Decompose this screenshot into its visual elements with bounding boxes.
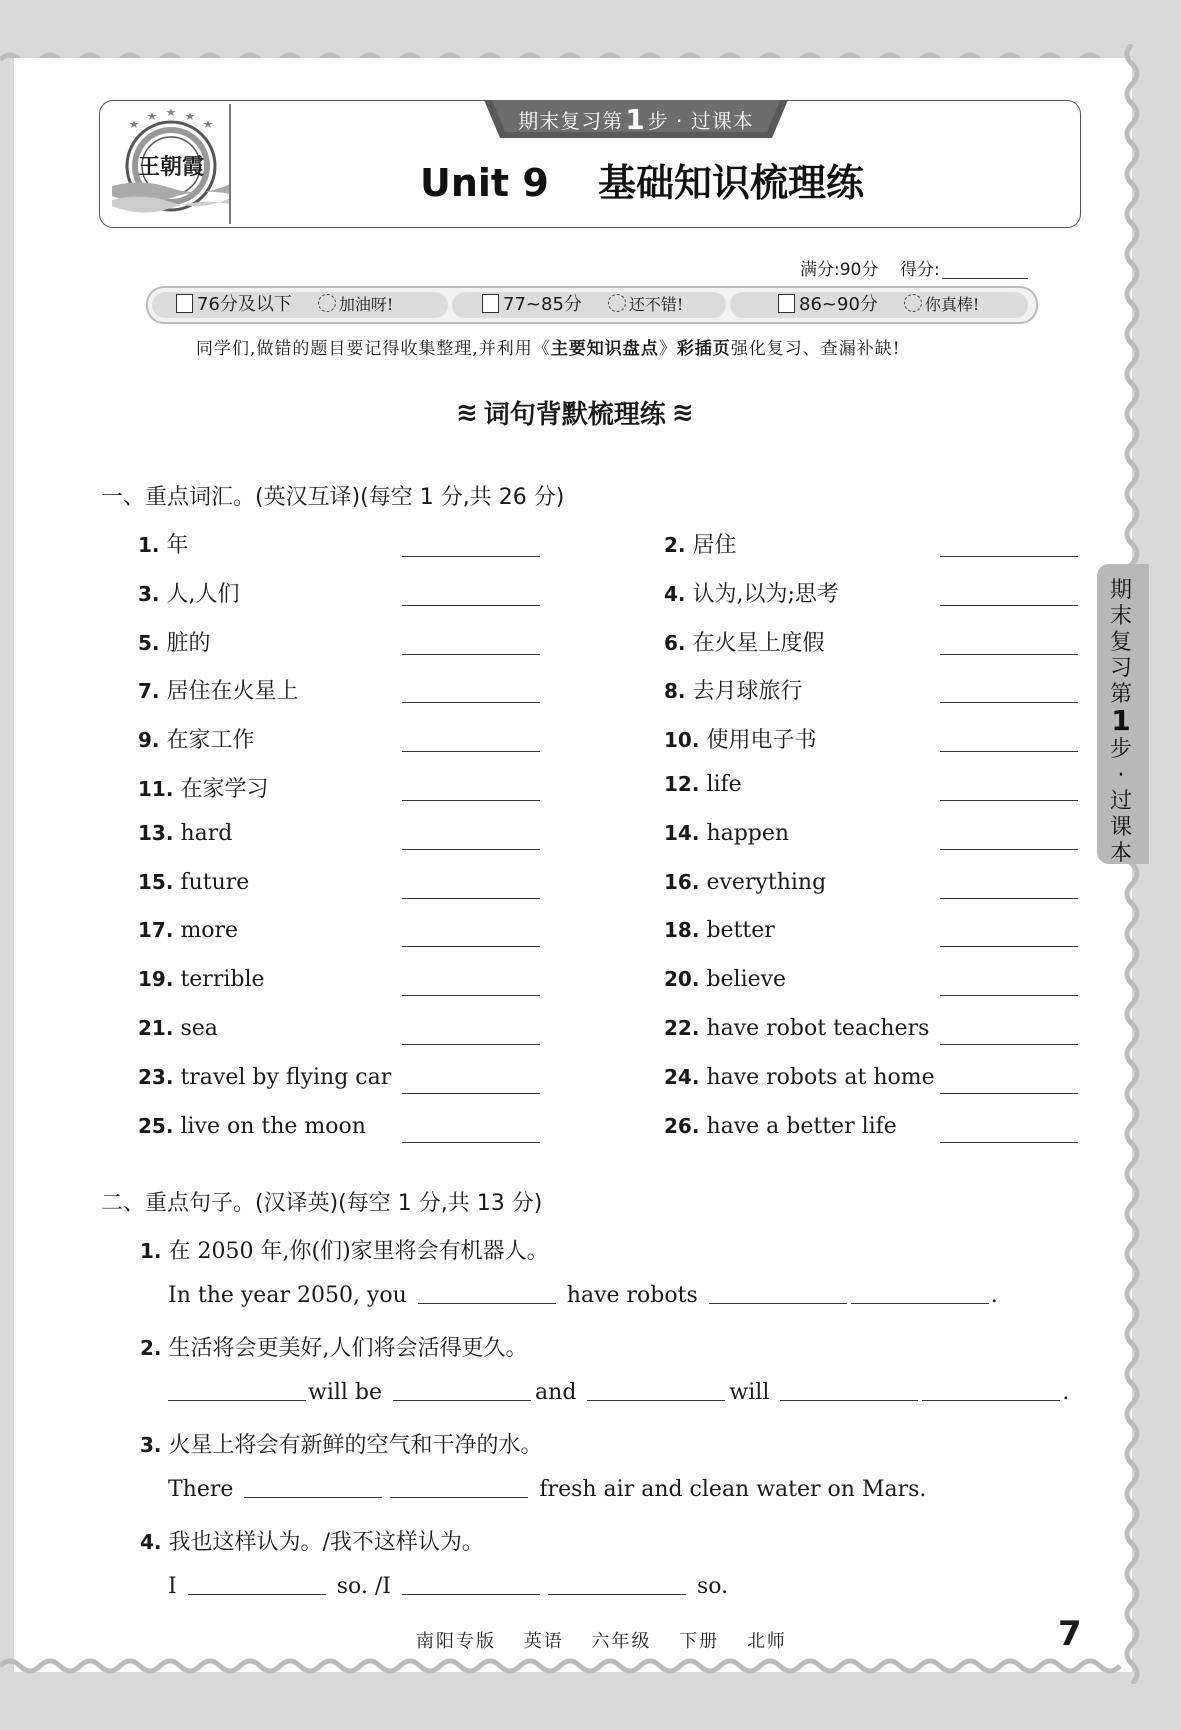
vocab-number: 16. (664, 869, 700, 894)
tip-bold: 彩插页 (676, 339, 731, 359)
sentence-text: so. (696, 1574, 729, 1599)
vocab-number: 22. (664, 1016, 700, 1040)
answer-blank[interactable] (402, 1574, 540, 1595)
answer-blank[interactable] (393, 1380, 531, 1401)
footer-item: 六年级 (591, 1631, 652, 1652)
vocab-item (138, 626, 211, 657)
vocab-item (664, 870, 826, 895)
answer-blank[interactable] (402, 800, 540, 801)
answer-blank[interactable] (940, 1093, 1078, 1094)
side-tab-prefix: 期 末 复 习 第 (1109, 578, 1132, 707)
vocab-text: have a better life (706, 1113, 897, 1139)
answer-blank[interactable] (402, 1093, 540, 1094)
answer-blank[interactable] (402, 605, 540, 606)
answer-blank[interactable] (940, 605, 1078, 606)
footer-item: 南阳专版 (416, 1631, 496, 1652)
vocab-text: 居住在火星上 (166, 679, 299, 705)
footer-item: 下册 (679, 1631, 720, 1652)
vocab-item (664, 723, 816, 754)
vocab-number: 19. (138, 967, 174, 992)
rating-range: 77~85分 (503, 294, 582, 315)
vocab-number: 18. (664, 918, 700, 943)
vocab-text: better (706, 918, 775, 944)
sentence-text: I (168, 1574, 177, 1599)
vocab-item (664, 1114, 897, 1139)
vocab-number: 13. (138, 820, 174, 845)
unit-topic: 基础知识梳理练 (598, 161, 865, 205)
vocab-text: hard (180, 820, 233, 846)
wave-decoration-icon: ≋ (456, 397, 478, 428)
vocab-number: 17. (138, 918, 174, 943)
vocab-text: sea (180, 1016, 218, 1041)
answer-blank[interactable] (402, 946, 540, 947)
answer-blank[interactable] (390, 1477, 528, 1498)
vocab-text: 认为,以为;思考 (692, 581, 839, 607)
vocab-item (138, 967, 265, 992)
vocab-number: 14. (664, 820, 700, 845)
sentence-chinese: 我也这样认为。/我不这样认为。 (168, 1530, 484, 1555)
side-tab-suffix: 步 · 过 课 本 (1109, 737, 1132, 866)
banner-step-number: 1 (625, 102, 646, 136)
vocab-text: 人,人们 (166, 581, 240, 607)
vocab-text: terrible (180, 967, 265, 993)
answer-blank[interactable] (940, 1142, 1078, 1143)
vocab-text: 居住 (692, 533, 737, 558)
part2-heading: 二、重点句子。(汉译英)(每空 1 分,共 13 分) (101, 1191, 543, 1216)
rating-checkbox[interactable] (482, 294, 499, 313)
answer-blank[interactable] (940, 946, 1078, 947)
vocab-number: 20. (664, 967, 700, 992)
tip-text: 强化复习、查漏补缺! (730, 339, 901, 359)
tip-text: 》 (658, 339, 677, 359)
vocab-text: everything (706, 869, 827, 895)
vocab-number: 12. (664, 772, 700, 796)
vocab-text: live on the moon (180, 1113, 366, 1139)
vocab-item (138, 1065, 391, 1090)
answer-blank[interactable] (402, 751, 540, 752)
vocab-item (138, 674, 299, 705)
sentence-answer-line (168, 1283, 998, 1308)
answer-blank[interactable] (402, 1142, 540, 1143)
study-tip (196, 334, 901, 359)
score-blank[interactable] (942, 260, 1028, 279)
sentence-number: 2. (140, 1336, 162, 1360)
vocab-number: 15. (138, 869, 174, 894)
vocab-number: 23. (138, 1064, 174, 1089)
vocab-item (664, 674, 803, 705)
answer-blank[interactable] (188, 1574, 326, 1595)
vocab-number: 4. (664, 581, 686, 606)
answer-blank[interactable] (244, 1477, 382, 1498)
vocab-number: 6. (664, 630, 686, 655)
vocab-number: 5. (138, 630, 160, 655)
sentence-prompt (140, 1428, 543, 1459)
step-banner (484, 100, 788, 138)
banner-prefix: 期末复习第 (518, 108, 624, 133)
rating-cheer: 你真棒! (924, 294, 980, 314)
vocab-item (138, 577, 240, 608)
vocab-text: happen (706, 820, 790, 846)
sentence-chinese: 生活将会更美好,人们将会活得更久。 (168, 1336, 528, 1361)
publisher-logo-icon (112, 108, 230, 220)
vocab-item (664, 821, 789, 846)
sentence-prompt (140, 1525, 484, 1556)
vocab-text: 在火星上度假 (692, 630, 825, 656)
sentence-number: 4. (140, 1530, 162, 1554)
answer-blank[interactable] (402, 898, 540, 899)
vocab-number: 21. (138, 1016, 174, 1040)
vocab-text: future (180, 869, 250, 895)
sentence-chinese: 火星上将会有新鲜的空气和干净的水。 (168, 1433, 543, 1458)
sentence-answer-line (168, 1477, 926, 1502)
sentence-text: so. /I (336, 1574, 391, 1599)
vocab-item (138, 723, 255, 754)
tip-text: 同学们,做错的题目要记得收集整理,并利用《 (196, 339, 551, 359)
banner-suffix: 步 · 过课本 (647, 108, 754, 133)
vocab-item (138, 821, 232, 846)
footer (416, 1627, 807, 1653)
answer-blank[interactable] (168, 1380, 306, 1401)
footer-item: 英语 (523, 1631, 564, 1652)
answer-blank[interactable] (402, 654, 540, 655)
vocab-item (664, 1065, 935, 1090)
answer-blank[interactable] (940, 849, 1078, 850)
answer-blank[interactable] (402, 849, 540, 850)
vocab-text: 在家工作 (166, 728, 255, 754)
sentence-text: In the year 2050, you (168, 1283, 407, 1308)
vocab-number: 7. (138, 679, 160, 704)
vocab-text: 去月球旅行 (692, 679, 803, 705)
answer-blank[interactable] (922, 1380, 1060, 1401)
vocab-number: 8. (664, 679, 686, 704)
answer-blank[interactable] (402, 556, 540, 557)
answer-blank[interactable] (940, 556, 1078, 557)
vocab-item (138, 870, 249, 895)
vocab-number: 1. (138, 533, 160, 557)
sentence-text: . (1062, 1380, 1070, 1405)
vocab-text: 使用电子书 (706, 728, 817, 754)
logo-divider (229, 104, 231, 224)
rating-checkbox[interactable] (176, 294, 193, 313)
sentence-text: There (168, 1477, 234, 1502)
sentence-answer-line (168, 1380, 1069, 1405)
answer-blank[interactable] (402, 702, 540, 703)
sentence-prompt (140, 1331, 528, 1362)
answer-blank[interactable] (940, 1044, 1078, 1045)
sentence-text: . (990, 1283, 998, 1308)
answer-blank[interactable] (587, 1380, 725, 1401)
vocab-item (138, 1016, 218, 1041)
vocab-text: 在家学习 (180, 777, 269, 802)
vocab-item (138, 1114, 366, 1139)
vocab-text: 年 (166, 533, 189, 558)
vocab-item (664, 1016, 929, 1041)
logo-text: 王朝霞 (137, 154, 205, 180)
tip-bold: 主要知识盘点 (550, 339, 659, 359)
smiley-face-icon (608, 294, 626, 312)
sentence-answer-line (168, 1574, 728, 1599)
side-tab-step: 1 (1111, 704, 1131, 737)
answer-blank[interactable] (709, 1283, 847, 1304)
got-score-label: 得分: (899, 260, 940, 280)
vocab-text: travel by flying car (180, 1064, 392, 1090)
vocab-item (138, 528, 189, 559)
footer-item: 北师 (746, 1631, 787, 1652)
answer-blank[interactable] (940, 800, 1078, 801)
vocab-text: 脏的 (166, 630, 211, 656)
vocab-item (664, 967, 786, 992)
vocab-item (664, 577, 839, 608)
sentence-text: have robots (566, 1283, 698, 1308)
sentence-text: and (535, 1380, 577, 1405)
vocab-text: life (706, 772, 742, 797)
rating-checkbox[interactable] (778, 294, 795, 313)
answer-blank[interactable] (940, 995, 1078, 996)
answer-blank[interactable] (402, 995, 540, 996)
side-tab-label (1106, 578, 1136, 867)
sentence-text: will be (308, 1380, 383, 1405)
vocab-number: 2. (664, 533, 686, 557)
rating-cheer: 加油呀! (338, 294, 394, 314)
wave-decoration-icon: ≋ (671, 397, 694, 428)
rating-range: 86~90分 (799, 294, 878, 315)
rating-option[interactable] (176, 290, 393, 316)
answer-blank[interactable] (940, 751, 1078, 752)
wavy-bottom-border (0, 1652, 1181, 1682)
sentence-text: fresh air and clean water on Mars. (539, 1477, 927, 1502)
answer-blank[interactable] (402, 1044, 540, 1045)
answer-blank[interactable] (780, 1380, 918, 1401)
page-number: 7 (1058, 1614, 1082, 1654)
rating-option[interactable] (778, 290, 979, 316)
answer-blank[interactable] (548, 1574, 686, 1595)
smiley-face-icon (904, 294, 922, 312)
vocab-item (664, 626, 825, 657)
vocab-text: have robots at home (706, 1064, 935, 1090)
vocab-text: believe (706, 967, 787, 993)
sentence-number: 3. (140, 1433, 162, 1457)
vocab-text: have robot teachers (706, 1016, 930, 1041)
answer-blank[interactable] (940, 702, 1078, 703)
vocab-number: 25. (138, 1113, 174, 1138)
score-line (800, 255, 1028, 280)
vocab-item (664, 772, 742, 797)
vocab-item (138, 918, 238, 943)
vocab-number: 3. (138, 581, 160, 606)
vocab-number: 10. (664, 728, 700, 753)
answer-blank[interactable] (940, 654, 1078, 655)
rating-cheer: 还不错! (628, 294, 684, 314)
unit-label: Unit 9 (420, 161, 549, 205)
answer-blank[interactable] (418, 1283, 556, 1304)
sentence-chinese: 在 2050 年,你(们)家里将会有机器人。 (168, 1239, 549, 1264)
smiley-face-icon (318, 294, 336, 312)
rating-option[interactable] (482, 290, 683, 316)
part1-heading: 一、重点词汇。(英汉互译)(每空 1 分,共 26 分) (101, 485, 565, 510)
rating-range: 76分及以下 (197, 294, 292, 315)
answer-blank[interactable] (940, 898, 1078, 899)
vocab-number: 9. (138, 728, 160, 753)
sentence-prompt (140, 1234, 549, 1265)
section-title-text: 词句背默梳理练 (483, 400, 666, 430)
vocab-number: 26. (664, 1113, 700, 1138)
vocab-text: more (180, 918, 239, 944)
section-title (450, 394, 700, 431)
vocab-number: 11. (138, 777, 174, 801)
vocab-item (664, 528, 737, 559)
vocab-item (138, 772, 268, 803)
full-score: 满分:90分 (800, 260, 879, 280)
vocab-number: 24. (664, 1064, 700, 1089)
vocab-item (664, 918, 775, 943)
answer-blank[interactable] (851, 1283, 989, 1304)
sentence-number: 1. (140, 1239, 162, 1263)
sentence-text: will (729, 1380, 770, 1405)
unit-title (420, 152, 864, 207)
